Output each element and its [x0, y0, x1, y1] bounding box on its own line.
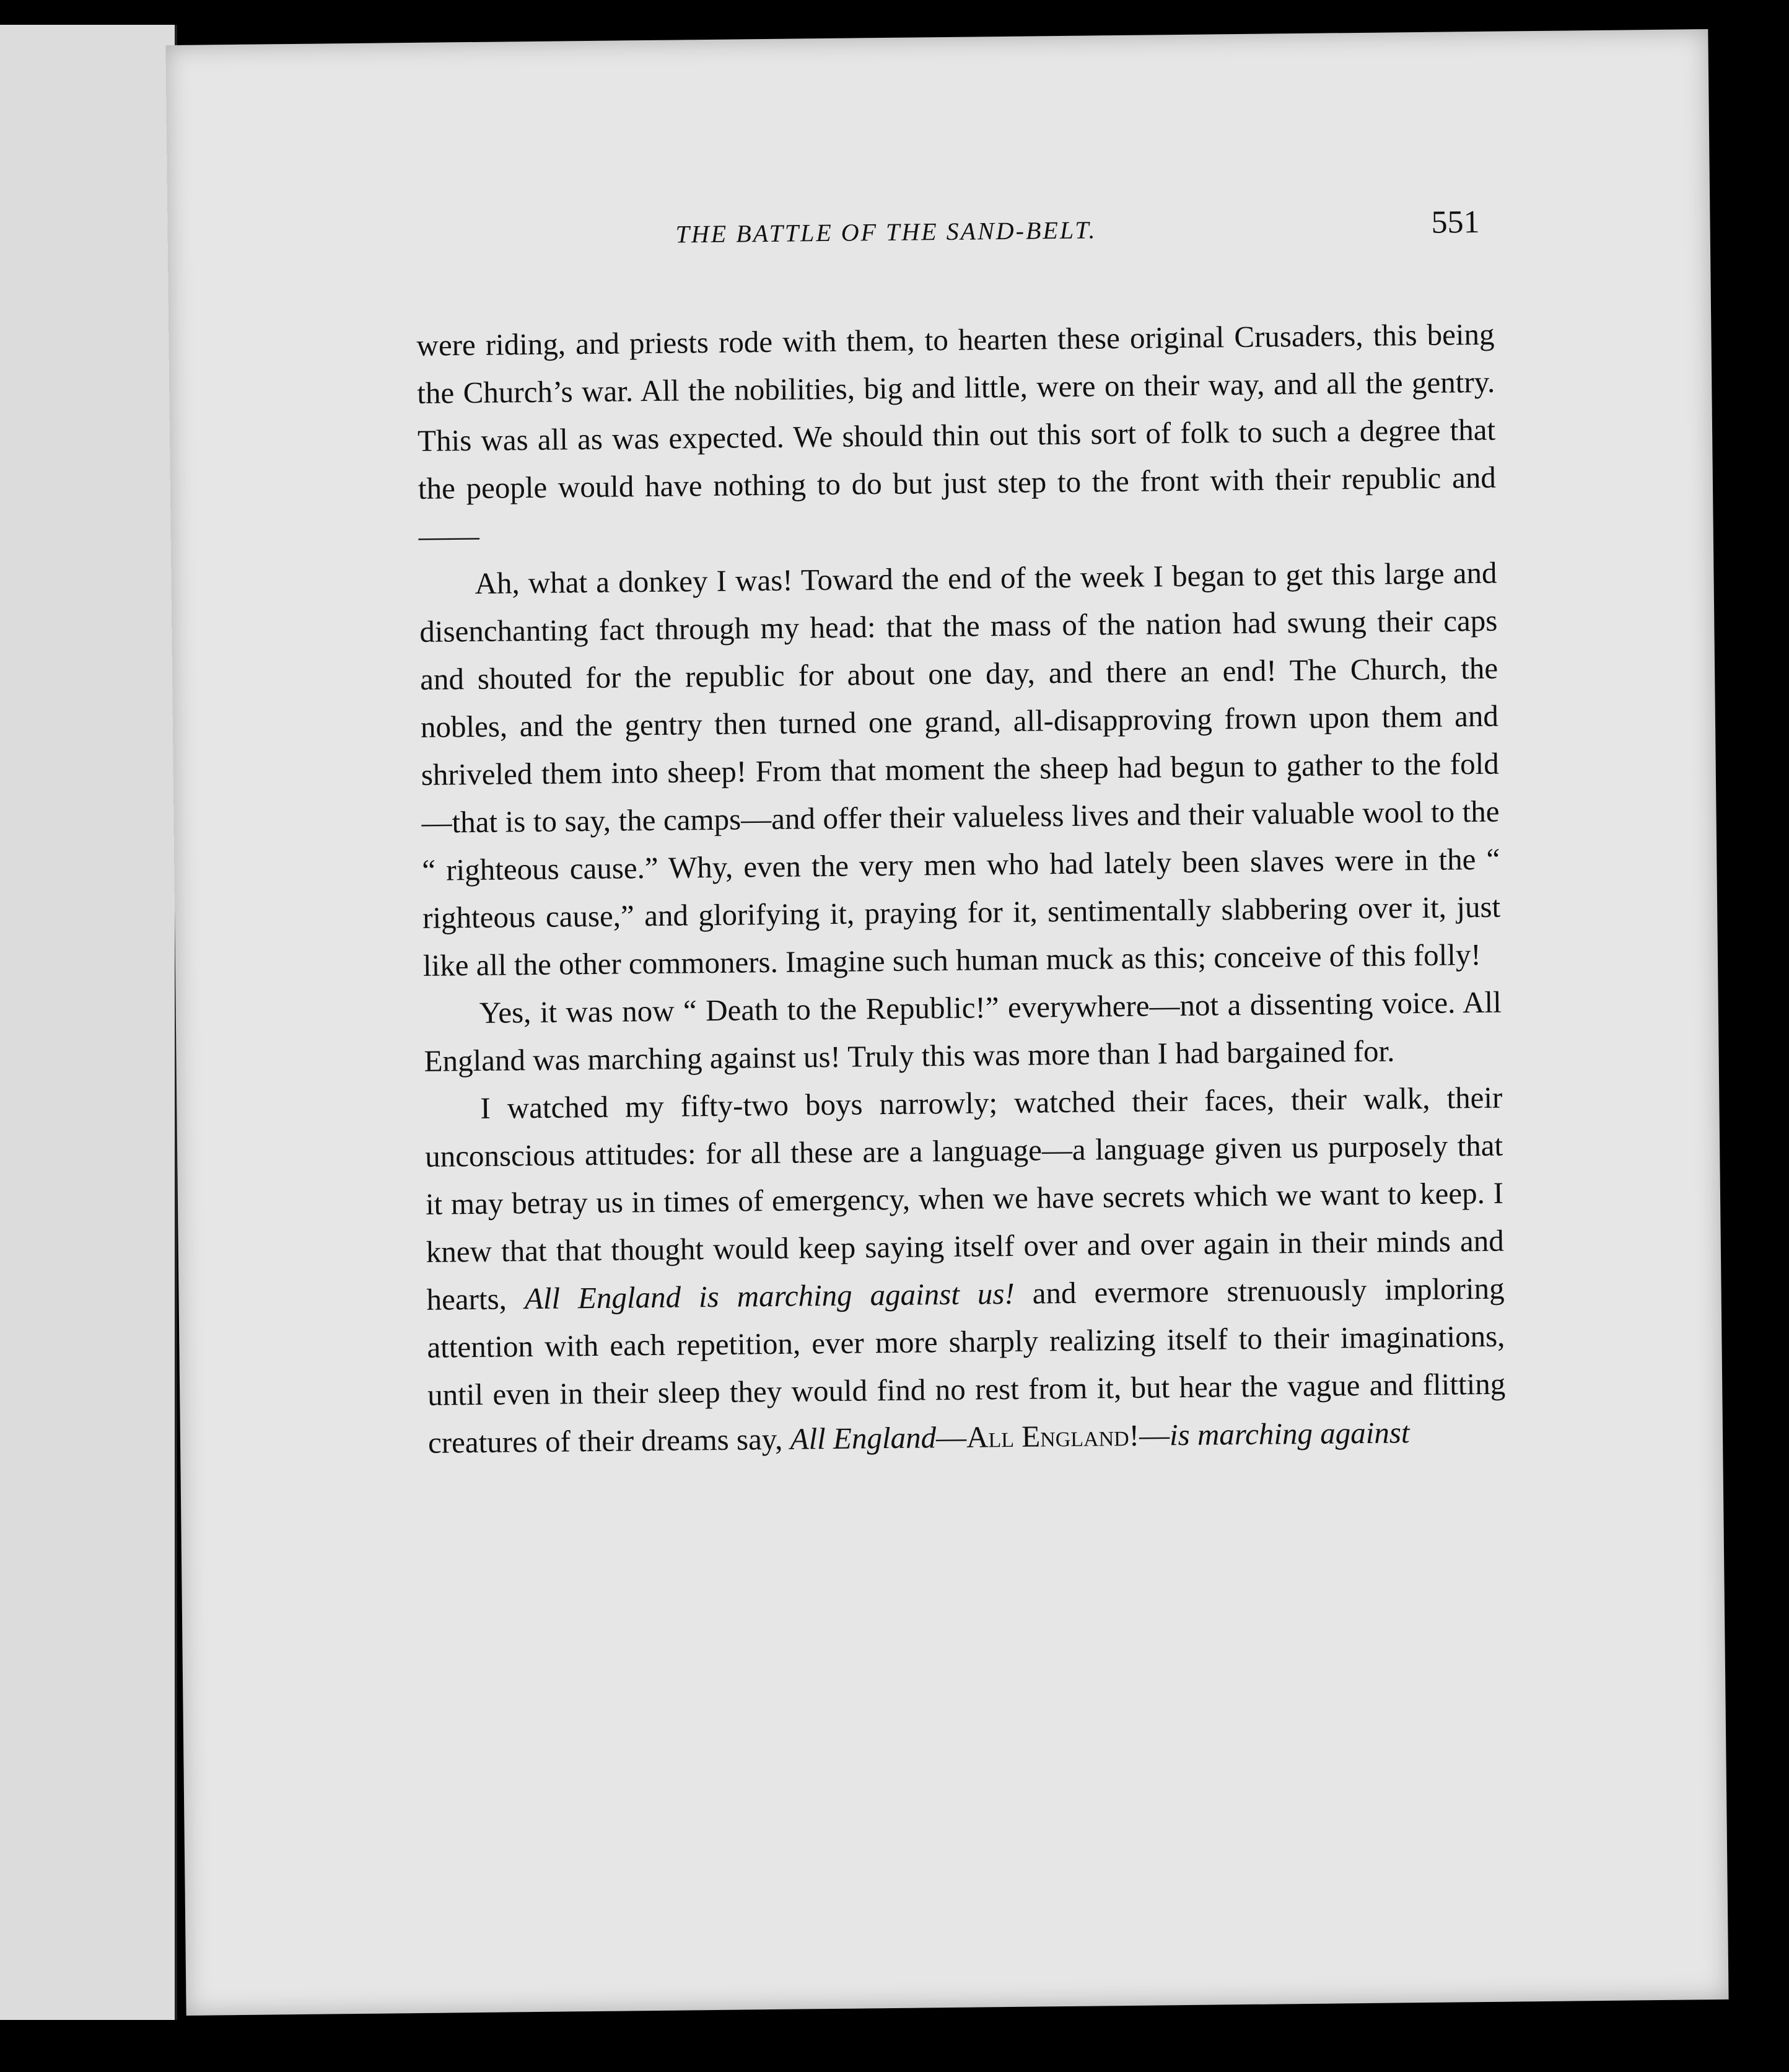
exclamation: !	[1129, 1418, 1140, 1452]
paragraph-3: Yes, it was now “ Death to the Republic!” everywhere—not a dissenting voice. All England was marching against us! Truly this was more than I had bargained for.	[424, 985, 1502, 1078]
paragraph-4-text-b: and evermore strenuously imploring attention with each repetition, ever more sharply realizing itself to their imaginations, until even in their sleep they would find no rest from it, but hear the vague and flitting creatures of their dreams say,	[427, 1271, 1506, 1460]
italic-phrase-1: All England is marching against us!	[524, 1276, 1015, 1316]
italic-phrase-2: All England	[790, 1420, 937, 1456]
italic-phrase-3: is marching against	[1169, 1415, 1410, 1452]
running-head: THE BATTLE OF THE SAND-BELT.	[675, 216, 1097, 248]
page-number: 551	[1431, 204, 1480, 240]
small-caps-phrase: All England	[966, 1418, 1129, 1454]
facing-page-edge	[0, 25, 177, 2020]
book-page	[165, 29, 1728, 2016]
paragraph-1: were riding, and priests rode with them, to hearten these original Crusaders, this being the Church’s war. All the nobilities, big and little, were on their way, and all the gentry. This was all as was expected. We should thin out this sort of folk to such a degree that the people would have nothing to do but just step to the front with their republic and——	[416, 317, 1497, 553]
body-text	[416, 310, 1506, 1467]
paragraph-4-text-a: I watched my fifty-two boys narrowly; watched their faces, their walk, their unconscious attitudes: for all these are a language—a language given us purposely that it may betray us in times of emergency, when we have secrets which we want to keep. I knew that that thought would keep saying itself over and over again in their minds and hearts,	[424, 1080, 1505, 1317]
em-dash-1: —	[935, 1420, 967, 1455]
paragraph-4	[424, 1074, 1506, 1467]
page-header	[167, 204, 1710, 268]
paragraph-2: Ah, what a donkey I was! Toward the end of the week I began to get this large and disenchanting fact through my head: that the mass of the nation had swung their caps and shouted for the republic for about one day, and there an end! The Church, the nobles, and the gentry then turned one grand, all-disapproving frown upon them and shriveled them into sheep! From that moment the sheep had begun to gather to the fold—that is to say, the camps—and offer their valueless lives and their valuable wool to the “ righteous cause.” Why, even the very men who had lately been slaves were in the “ righteous cause,” and glorifying it, praying for it, sentimentally slabbering over it, just like all the other commoners. Imagine such human muck as this; conceive of this folly!	[419, 555, 1501, 983]
em-dash-2: —	[1139, 1418, 1170, 1452]
